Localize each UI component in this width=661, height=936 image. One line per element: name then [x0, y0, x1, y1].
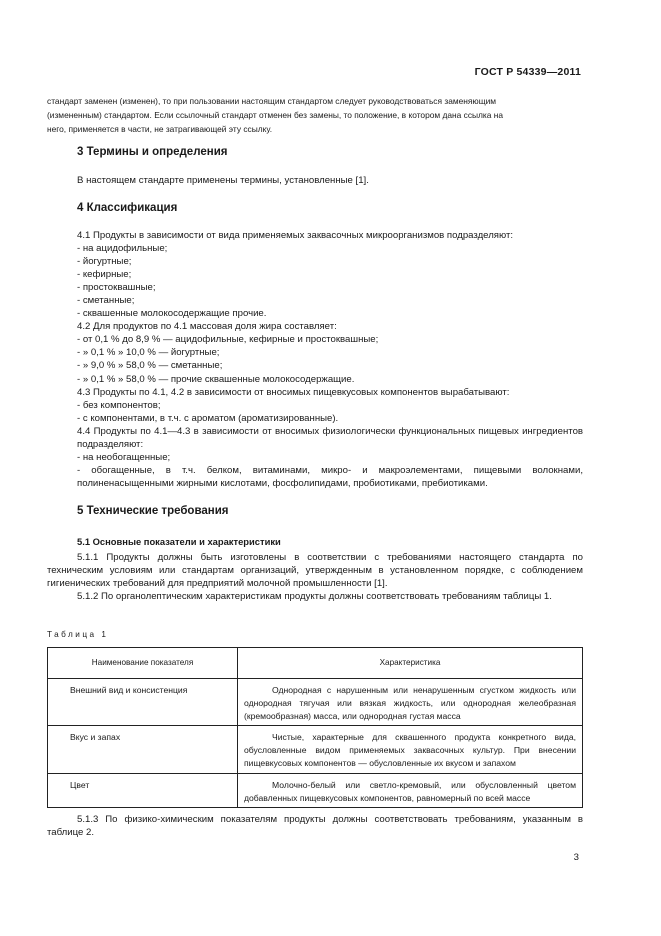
subsection-5-1-heading: 5.1 Основные показатели и характеристики	[77, 536, 281, 547]
list-item: - обогащенные, в т.ч. белком, витаминами, микро- и макроэлементами, пищевыми волокнами, полиненасыщенными жирными кислотами, фосфолипидами, пробиотиками, пребиотиками.	[77, 465, 583, 490]
intro-line: стандарт заменен (изменен), то при пользовании настоящим стандартом следует руководствоваться заменяющим	[47, 96, 497, 106]
table-header-row	[48, 648, 583, 679]
clause-4-3: 4.3 Продукты по 4.1, 4.2 в зависимости от вносимых пищевкусовых компонентов вырабатывают:	[77, 386, 510, 398]
list-item: - с компонентами, в т.ч. с ароматом (ароматизированные).	[77, 412, 339, 424]
clause-4-1: 4.1 Продукты в зависимости от вида применяемых заквасочных микроорганизмов подразделяют:	[77, 230, 514, 241]
list-item: - » 0,1 % » 58,0 % — прочие сквашенные молокосодержащие.	[77, 373, 355, 385]
table-1-caption: Таблица 1	[47, 630, 109, 639]
list-item: - простоквашные;	[77, 282, 156, 294]
table-row	[48, 679, 583, 726]
intro-line: него, применяется в части, не затрагивающей эту ссылку.	[47, 124, 273, 135]
section-3-text: В настоящем стандарте применены термины, установленные [1].	[77, 175, 369, 186]
section-4-heading: 4 Классификация	[77, 202, 178, 214]
column-header-indicator: Наименование показателя	[48, 648, 238, 679]
indicator-name: Вкус и запах	[48, 726, 238, 773]
clause-4-4-text: 4.4 Продукты по 4.1—4.3 в зависимости от вносимых физиологически функциональных пищевых ингредиентов подразделяют:	[77, 426, 583, 451]
list-item: - » 0,1 % » 10,0 % — йогуртные;	[77, 347, 220, 359]
intro-paragraph	[47, 94, 587, 137]
document-code-header: ГОСТ Р 54339—2011	[474, 66, 581, 78]
list-item: - » 9,0 % » 58,0 % — сметанные;	[77, 360, 223, 372]
indicator-name: Внешний вид и консистенция	[48, 679, 238, 726]
section-5-heading: 5 Технические требования	[77, 505, 229, 517]
section-4-body	[77, 229, 585, 425]
clause-4-2: 4.2 Для продуктов по 4.1 массовая доля жира составляет:	[77, 321, 337, 333]
column-header-characteristic: Характеристика	[238, 648, 583, 679]
clause-5-1-3: 5.1.3 По физико-химическим показателям продукты должны соответствовать требованиям, указанным в таблице 2.	[47, 814, 583, 839]
clause-5-1-2: 5.1.2 По органолептическим характеристикам продукты должны соответствовать требованиям таблицы 1.	[77, 591, 552, 602]
table-row	[48, 773, 583, 808]
indicator-characteristic: Однородная с нарушенным или ненарушенным сгустком жидкость или однородная тягучая или вязкая жидкость, или однородная желеобразная (кремообразная) масса, или однородная густая масса	[238, 679, 583, 726]
list-item: - сквашенные молокосодержащие прочие.	[77, 308, 267, 320]
list-item: - на необогащенные;	[77, 452, 171, 463]
indicator-characteristic: Чистые, характерные для сквашенного продукта конкретного вида, обусловленные видом применяемых заквасочных культур. При внесении пищевкусовых компонентов — обусловленные их вкусом и запахом	[238, 726, 583, 773]
clause-5-1-1: 5.1.1 Продукты должны быть изготовлены в соответствии с требованиями настоящего стандарта по техническим условиям или стандартам организаций, утвержденным в установленном порядке, с соблюдением гигиенических требований для предприятий молочной промышленности [1].	[47, 552, 583, 590]
list-item: - кефирные;	[77, 269, 132, 281]
indicator-characteristic: Молочно-белый или светло-кремовый, или обусловленный цветом добавленных пищевкусовых компонентов, равномерный по всей массе	[238, 773, 583, 808]
list-item: - сметанные;	[77, 295, 135, 307]
list-item: - без компонентов;	[77, 399, 161, 411]
table-row	[48, 726, 583, 773]
indicator-name: Цвет	[48, 773, 238, 808]
section-3-heading: 3 Термины и определения	[77, 146, 228, 158]
list-item: - от 0,1 % до 8,9 % — ацидофильные, кефирные и простоквашные;	[77, 334, 379, 346]
list-item: - на ацидофильные;	[77, 243, 168, 255]
clause-4-4	[77, 425, 583, 451]
intro-line: (измененным) стандартом. Если ссылочный стандарт отменен без замены, то положение, в котором дана ссылка на	[47, 110, 504, 121]
list-item: - йогуртные;	[77, 256, 132, 268]
page-number: 3	[573, 852, 579, 863]
table-1	[47, 647, 583, 808]
